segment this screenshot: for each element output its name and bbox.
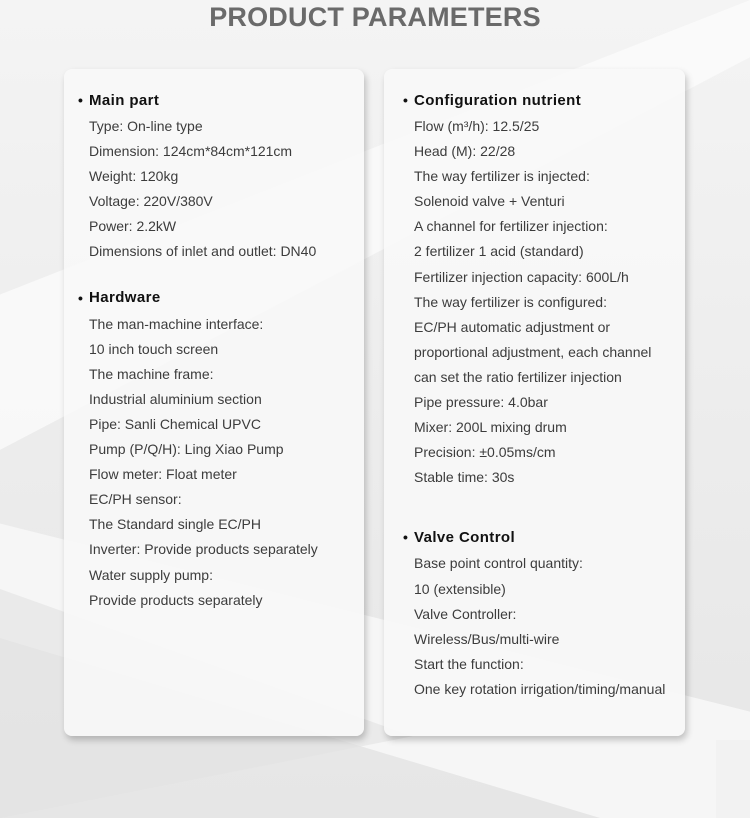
spec-item: proportional adjustment, each channel — [414, 343, 652, 360]
spec-item: The Standard single EC/PH — [89, 516, 261, 533]
section-title-text: Hardware — [89, 289, 161, 307]
section-title-text: Valve Control — [414, 528, 516, 546]
spec-item: Head (M): 22/28 — [414, 143, 516, 160]
bullet-icon: • — [403, 92, 409, 108]
spec-item: Mixer: 200L mixing drum — [414, 419, 567, 436]
spec-item: Dimensions of inlet and outlet: DN40 — [89, 243, 317, 260]
section-title — [403, 89, 685, 111]
spec-item: EC/PH automatic adjustment or — [414, 318, 611, 335]
spec-item: Flow (m³/h): 12.5/25 — [414, 118, 540, 134]
spec-item: The way fertilizer is configured: — [414, 293, 607, 310]
section-configuration-nutrient — [403, 89, 685, 490]
spec-item: The way fertilizer is injected: — [414, 168, 590, 185]
spec-item: can set the ratio fertilizer injection — [414, 368, 622, 385]
spec-item: Inverter: Provide products separately — [89, 541, 318, 558]
main-part-hardware-card — [64, 69, 364, 736]
section-title — [78, 287, 364, 309]
spec-item: Pipe pressure: 4.0bar — [414, 394, 548, 411]
background-strip — [716, 740, 750, 818]
spec-item: The man-machine interface: — [89, 315, 264, 332]
bullet-icon: • — [403, 529, 409, 546]
section-title — [403, 526, 685, 548]
spec-item: Solenoid valve + Venturi — [414, 193, 565, 210]
section-title-text: Main part — [89, 91, 160, 109]
spec-item: Voltage: 220V/380V — [89, 193, 213, 210]
bullet-icon: • — [78, 92, 84, 108]
bullet-icon: • — [78, 289, 84, 306]
section-main-part — [78, 89, 364, 265]
spec-item: Wireless/Bus/multi-wire — [414, 630, 560, 647]
spec-item: Valve Controller: — [414, 605, 517, 622]
spec-item: A channel for fertilizer injection: — [414, 218, 608, 235]
spec-item: Stable time: 30s — [414, 469, 515, 486]
spec-item: Precision: ±0.05ms/cm — [414, 444, 556, 461]
spec-item: 10 inch touch screen — [89, 340, 219, 357]
spec-item: The machine frame: — [89, 365, 214, 382]
spec-item: 2 fertilizer 1 acid (standard) — [414, 243, 584, 260]
spec-item: Base point control quantity: — [414, 555, 583, 572]
spec-item: One key rotation irrigation/timing/manual — [414, 680, 666, 697]
spec-item: Weight: 120kg — [89, 168, 179, 185]
spec-item: Water supply pump: — [89, 566, 213, 583]
spec-item: Pipe: Sanli Chemical UPVC — [89, 415, 261, 432]
configuration-valve-card — [384, 69, 685, 736]
spec-item: Flow meter: Float meter — [89, 466, 237, 483]
spec-item: Pump (P/Q/H): Ling Xiao Pump — [89, 441, 284, 458]
spec-item: Industrial aluminium section — [89, 390, 262, 407]
section-title — [78, 89, 364, 111]
page-title: PRODUCT PARAMETERS — [209, 2, 541, 32]
section-hardware — [78, 287, 364, 613]
spec-item: Power: 2.2kW — [89, 218, 177, 235]
spec-item: Start the function: — [414, 655, 524, 672]
spec-item: Dimension: 124cm*84cm*121cm — [89, 143, 293, 160]
spec-item: Fertilizer injection capacity: 600L/h — [414, 268, 629, 285]
section-valve-control — [403, 526, 685, 702]
spec-item: 10 (extensible) — [414, 580, 506, 597]
spec-item: Type: On-line type — [89, 118, 203, 134]
section-title-text: Configuration nutrient — [414, 91, 582, 109]
spec-item: Provide products separately — [89, 591, 263, 608]
spec-item: EC/PH sensor: — [89, 491, 182, 508]
